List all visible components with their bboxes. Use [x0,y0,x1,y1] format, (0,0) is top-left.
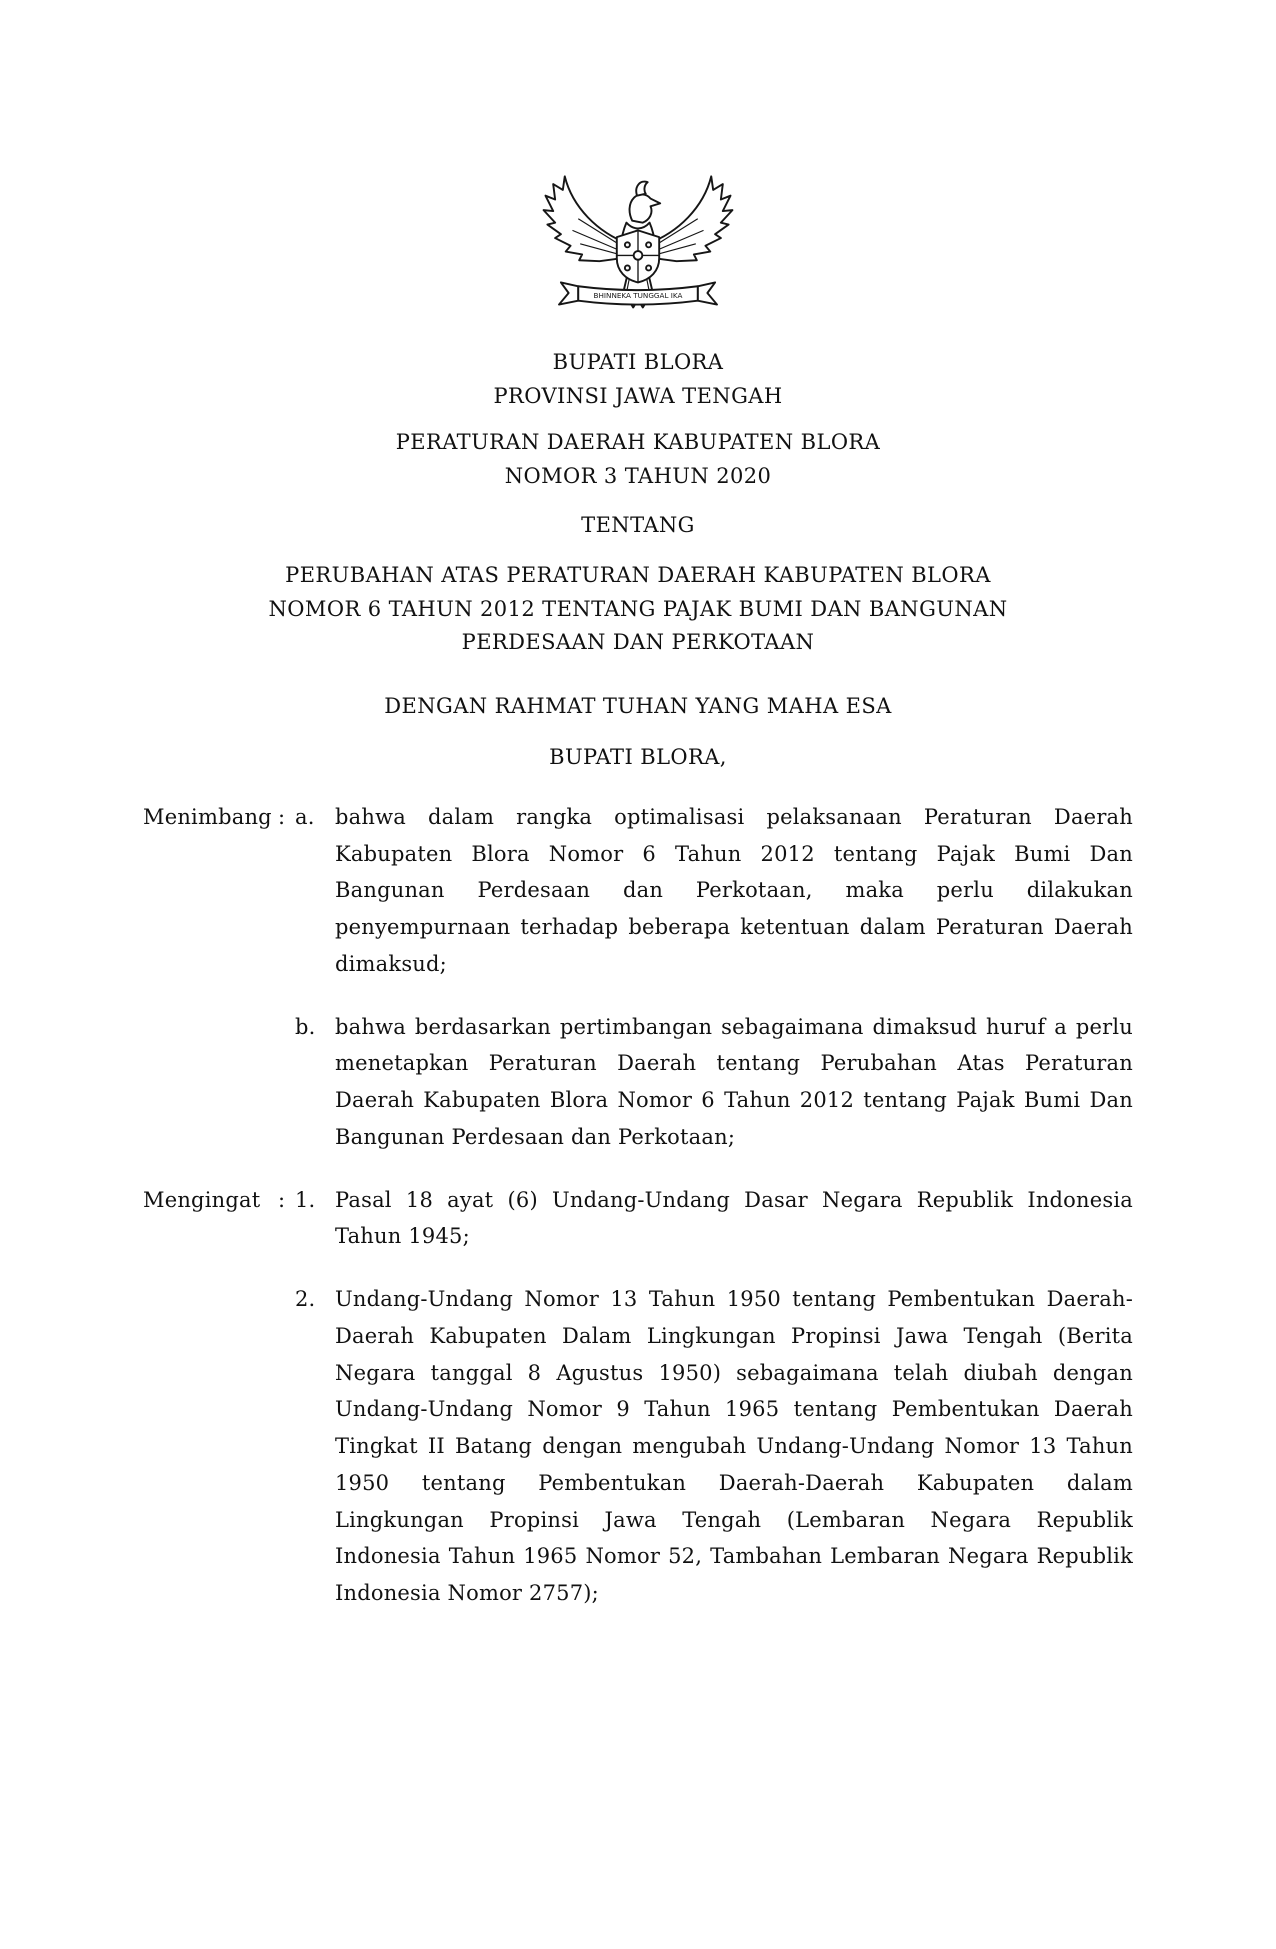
mengingat-item-2-text: Undang-Undang Nomor 13 Tahun 1950 tentang Pembentukan Daerah-Daerah Kabupaten Dalam Lingkungan Propinsi Jawa Tengah (Berita Negara tanggal 8 Agustus 1950) sebagaimana telah diubah dengan Undang-Undang Nomor 9 Tahun 1965 tentang Pembentukan Daerah Tingkat II Batang dengan mengubah Undang-Undang Nomor 13 Tahun 1950 tentang Pembentukan Daerah-Daerah Kabupaten dalam Lingkungan Propinsi Jawa Tengah (Lembaran Negara Republik Indonesia Tahun 1965 Nomor 52, Tambahan Lembaran Negara Republik Indonesia Nomor 2757); [335,1287,1133,1606]
regulation-type: PERATURAN DAERAH KABUPATEN BLORA [395,430,881,455]
mengingat-section [143,1182,1133,1612]
about-label-block [143,509,1133,543]
regulation-subject: PERUBAHAN ATAS PERATURAN DAERAH KABUPATEN BLORA NOMOR 6 TAHUN 2012 TENTANG PAJAK BUMI DAN BANGUNAN PERDESAAN DAN PERKOTAAN [268,562,1008,655]
menimbang-item-b-marker: b. [295,1014,316,1039]
mengingat-item-1-text: Pasal 18 ayat (6) Undang-Undang Dasar Negara Republik Indonesia Tahun 1945; [335,1187,1133,1249]
spacer-cell [278,1009,295,1156]
menimbang-item-a-text: bahwa dalam rangka optimalisasi pelaksanaan Peraturan Daerah Kabupaten Blora Nomor 6 Tahun 2012 tentang Pajak Bumi Dan Bangunan Perdesaan dan Perkotaan, maka perlu dilakukan penyempurnaan terhadap beberapa ketentuan dalam Peraturan Daerah dimaksud; [335,804,1133,976]
mengingat-label: Mengingat [143,1187,261,1212]
mengingat-item-2-marker: 2. [295,1287,316,1312]
garuda-pancasila-emblem [143,162,1133,322]
mengingat-item-1-marker: 1. [295,1187,316,1212]
spacer-cell [143,1281,278,1612]
menimbang-colon: : [278,804,286,829]
about-label: TENTANG [581,513,695,538]
menimbang-grid [143,799,1133,1156]
letterhead [143,346,1133,413]
menimbang-item-b-text: bahwa berdasarkan pertimbangan sebagaimana dimaksud huruf a perlu menetapkan Peraturan Daerah tentang Perubahan Atas Peraturan Daerah Kabupaten Blora Nomor 6 Tahun 2012 tentang Pajak Bumi Dan Bangunan Perdesaan dan Perkotaan; [335,1014,1133,1149]
office-title: BUPATI BLORA [552,350,724,374]
menimbang-section [143,799,1133,1156]
province-title: PROVINSI JAWA TENGAH [493,383,783,408]
invocation-line: DENGAN RAHMAT TUHAN YANG MAHA ESA [384,693,892,718]
menimbang-label: Menimbang [143,804,272,829]
mengingat-colon: : [278,1187,286,1212]
menimbang-item-a-marker: a. [295,804,315,829]
emblem-motto: BHINNEKA TUNGGAL IKA [593,290,683,300]
spacer-cell [143,1009,278,1156]
issuer-line: BUPATI BLORA, [549,745,727,770]
regulation-title-block [143,426,1133,493]
regulation-number: NOMOR 3 TAHUN 2020 [504,463,772,488]
spacer-cell [278,1281,295,1612]
mengingat-grid [143,1182,1133,1612]
